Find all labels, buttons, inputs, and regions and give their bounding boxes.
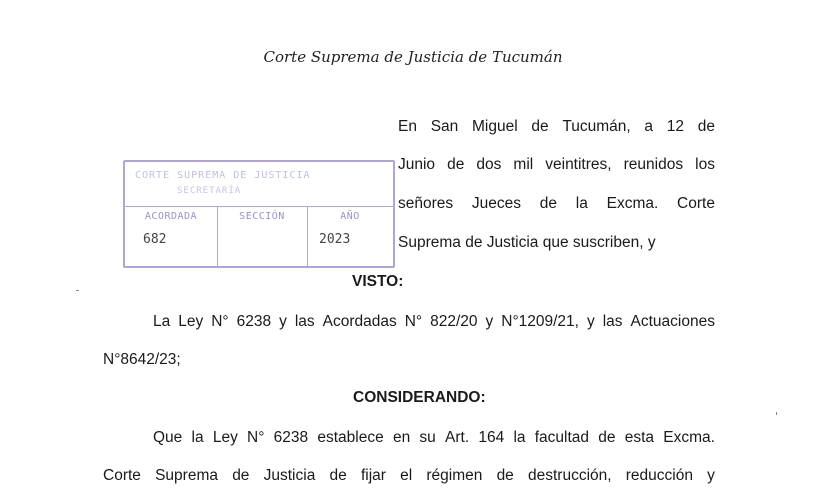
stamp-title: CORTE SUPREMA DE JUSTICIA (135, 170, 311, 181)
visto-heading: VISTO: (352, 273, 404, 290)
word: los (695, 156, 715, 173)
word: Ley (212, 429, 238, 446)
word: en (392, 429, 411, 446)
word: de (232, 467, 250, 484)
word: Actuaciones (630, 313, 715, 330)
word: Suprema (155, 467, 218, 484)
word: San (430, 118, 459, 135)
word: de (539, 195, 558, 212)
word: establece (317, 429, 384, 446)
word: Junio (398, 156, 436, 173)
word: las (294, 313, 315, 330)
word: N° (247, 429, 265, 446)
stamp-seccion-label: SECCIÓN (239, 211, 285, 222)
word: Tucumán, (562, 118, 631, 135)
word: de (329, 467, 347, 484)
word: reducción (625, 467, 693, 484)
word: 822/20 (430, 313, 478, 330)
word: Miguel (472, 118, 518, 135)
word: a (644, 118, 654, 135)
word: En (398, 118, 417, 135)
scan-speck (76, 290, 79, 291)
visto-line-1 (153, 313, 715, 331)
word: 6238 (273, 429, 309, 446)
word: veintitres, (545, 156, 612, 173)
word: de (496, 467, 514, 484)
word: Art. (445, 429, 470, 446)
word: N°1209/21, (501, 313, 579, 330)
word: Jueces (471, 195, 522, 212)
word: y (485, 313, 494, 330)
acordada-stamp (123, 160, 395, 268)
word: Corte (103, 467, 141, 484)
stamp-acordada-number: 682 (143, 232, 167, 247)
word: dos (476, 156, 502, 173)
word: Justicia (263, 467, 316, 484)
word: esta (624, 429, 655, 446)
scan-speck (776, 412, 777, 415)
word: Que (153, 429, 183, 446)
word: la (575, 195, 588, 212)
word: fijar (360, 467, 386, 484)
word: 164 (478, 429, 505, 446)
intro-line-4: Suprema de Justicia que suscriben, y (398, 234, 656, 251)
word: régimen (426, 467, 483, 484)
word: y (707, 467, 715, 484)
word: N° (404, 313, 423, 330)
word: N° (211, 313, 229, 330)
word: las (602, 313, 623, 330)
stamp-anio-cell (307, 206, 393, 266)
considerando-line-1 (153, 429, 715, 447)
word: Excma. (606, 195, 659, 212)
intro-line-2 (398, 156, 715, 174)
considerando-line-2 (103, 467, 715, 485)
word: y (586, 313, 595, 330)
word: Ley (178, 313, 204, 330)
intro-line-3 (398, 195, 715, 213)
stamp-seccion-cell (217, 206, 308, 266)
word: el (400, 467, 413, 484)
word: Excma. (663, 429, 715, 446)
word: facultad (534, 429, 590, 446)
word: de (697, 118, 715, 135)
court-header: Corte Suprema de Justicia de Tucumán (263, 48, 563, 66)
visto-line-2: N°8642/23; (103, 351, 181, 368)
word: de (447, 156, 465, 173)
word: la (513, 429, 526, 446)
word: la (191, 429, 204, 446)
word: de (598, 429, 616, 446)
intro-line-1 (398, 118, 715, 136)
stamp-acordada-cell (125, 206, 218, 266)
stamp-anio-value: 2023 (319, 232, 351, 247)
word: destrucción, (528, 467, 612, 484)
word: mil (513, 156, 534, 173)
word: Acordadas (322, 313, 397, 330)
word: señores (398, 195, 454, 212)
stamp-header-box (125, 162, 393, 207)
considerando-heading: CONSIDERANDO: (353, 389, 486, 406)
stamp-anio-label: AÑO (340, 211, 360, 222)
word: y (279, 313, 287, 330)
word: La (153, 313, 171, 330)
word: 12 (666, 118, 685, 135)
stamp-subtitle: SECRETARÍA (177, 186, 242, 196)
stamp-acordada-label: ACORDADA (144, 211, 198, 222)
word: reunidos (623, 156, 684, 173)
word: su (419, 429, 436, 446)
word: Corte (677, 195, 715, 212)
word: de (531, 118, 549, 135)
word: 6238 (236, 313, 272, 330)
